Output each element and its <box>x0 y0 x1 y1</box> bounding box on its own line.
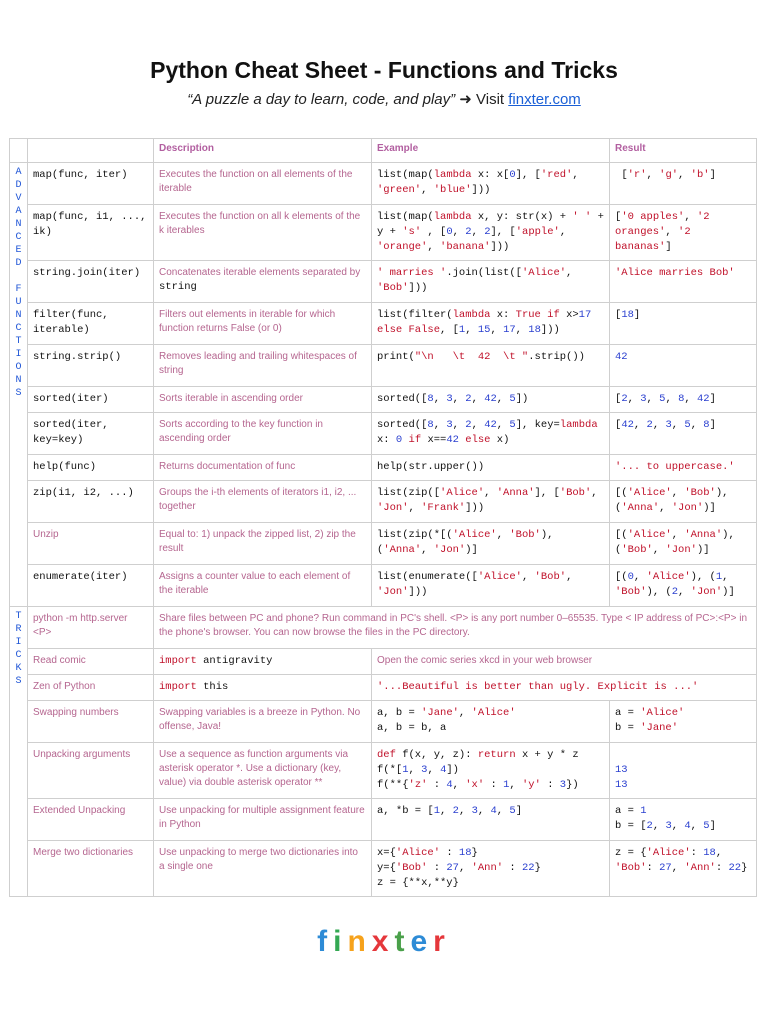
table-row <box>10 701 757 743</box>
description: Equal to: 1) unpack the zipped list, 2) zip the result <box>154 523 372 565</box>
table-header-row <box>10 139 757 163</box>
description: Use unpacking for multiple assignment feature in Python <box>154 799 372 841</box>
trick-name: Extended Unpacking <box>28 799 154 841</box>
table-row <box>10 163 757 205</box>
description: Open the comic series xkcd in your web browser <box>372 649 757 675</box>
description: Sorts according to the key function in ascending order <box>154 413 372 455</box>
table-row <box>10 523 757 565</box>
table-row <box>10 841 757 897</box>
example: import antigravity <box>154 649 372 675</box>
example: import this <box>154 675 372 701</box>
example: a, b = 'Jane', 'Alice' a, b = b, a <box>372 701 610 743</box>
table-row <box>10 303 757 345</box>
description: Executes the function on all k elements of the k iterables <box>154 205 372 261</box>
example: sorted([8, 3, 2, 42, 5]) <box>372 387 610 413</box>
example: sorted([8, 3, 2, 42, 5], key=lambda x: 0 if x==42 else x) <box>372 413 610 455</box>
header-description: Description <box>154 139 372 163</box>
result: [42, 2, 3, 5, 8] <box>610 413 757 455</box>
result: [2, 3, 5, 8, 42] <box>610 387 757 413</box>
function-name: help(func) <box>28 455 154 481</box>
trick-name: Zen of Python <box>28 675 154 701</box>
result: [('Alice', 'Bob'), ('Anna', 'Jon')] <box>610 481 757 523</box>
page-title: Python Cheat Sheet - Functions and Tricks <box>150 57 618 83</box>
section-label-tricks: T R I C K S <box>10 607 28 897</box>
function-name: map(func, iter) <box>28 163 154 205</box>
example: help(str.upper()) <box>372 455 610 481</box>
function-name: string.join(iter) <box>28 261 154 303</box>
table-row <box>10 345 757 387</box>
result: 'Alice marries Bob' <box>610 261 757 303</box>
function-name: sorted(iter, key=key) <box>28 413 154 455</box>
header-name <box>28 139 154 163</box>
result: 42 <box>610 345 757 387</box>
description: Executes the function on all elements of the iterable <box>154 163 372 205</box>
result: a = 1 b = [2, 3, 4, 5] <box>610 799 757 841</box>
function-name: map(func, i1, ..., ik) <box>28 205 154 261</box>
result: ['r', 'g', 'b'] <box>610 163 757 205</box>
table-row <box>10 799 757 841</box>
function-name: sorted(iter) <box>28 387 154 413</box>
table-row <box>10 205 757 261</box>
table-row <box>10 743 757 799</box>
description: Filters out elements in iterable for which function returns False (or 0) <box>154 303 372 345</box>
description: Share files between PC and phone? Run command in PC's shell. <P> is any port number 0–65535. Type < IP address of PC>:<P> in the phone's browser. You can now browse the files in the PC directory. <box>154 607 757 649</box>
example: list(map(lambda x: x[0], ['red', 'green', 'blue'])) <box>372 163 610 205</box>
description: Swapping variables is a breeze in Python. No offense, Java! <box>154 701 372 743</box>
table-row <box>10 607 757 649</box>
result: [18] <box>610 303 757 345</box>
description: Assigns a counter value to each element of the iterable <box>154 565 372 607</box>
description: Sorts iterable in ascending order <box>154 387 372 413</box>
description: Returns documentation of func <box>154 455 372 481</box>
table-row <box>10 481 757 523</box>
result: '...Beautiful is better than ugly. Explicit is ...' <box>372 675 757 701</box>
example: list(filter(lambda x: True if x>17 else False, [1, 15, 17, 18])) <box>372 303 610 345</box>
function-name: string.strip() <box>28 345 154 387</box>
trick-name: Read comic <box>28 649 154 675</box>
result: 13 13 <box>610 743 757 799</box>
description: Groups the i-th elements of iterators i1, i2, ... together <box>154 481 372 523</box>
result: [(0, 'Alice'), (1, 'Bob'), (2, 'Jon')] <box>610 565 757 607</box>
subtitle-visit: ➜ Visit <box>455 91 509 108</box>
example: a, *b = [1, 2, 3, 4, 5] <box>372 799 610 841</box>
trick-name: Unpacking arguments <box>28 743 154 799</box>
subtitle-quote: “A puzzle a day to learn, code, and play” <box>187 91 456 108</box>
table-row <box>10 565 757 607</box>
finxter-link[interactable]: finxter.com <box>508 91 581 108</box>
description: Concatenates iterable elements separated by string <box>154 261 372 303</box>
example: list(enumerate(['Alice', 'Bob', 'Jon'])) <box>372 565 610 607</box>
header-result: Result <box>610 139 757 163</box>
trick-name: Swapping numbers <box>28 701 154 743</box>
function-name: Unzip <box>28 523 154 565</box>
section-label-advanced-functions: A D V A N C E D F U N C T I O N S <box>10 163 28 607</box>
function-name: zip(i1, i2, ...) <box>28 481 154 523</box>
function-name: enumerate(iter) <box>28 565 154 607</box>
table-row <box>10 675 757 701</box>
table-row <box>10 261 757 303</box>
result: '... to uppercase.' <box>610 455 757 481</box>
example: list(zip(*[('Alice', 'Bob'), ('Anna', 'Jon')] <box>372 523 610 565</box>
description: Use unpacking to merge two dictionaries into a single one <box>154 841 372 897</box>
example: x={'Alice' : 18} y={'Bob' : 27, 'Ann' : 22} z = {**x,**y} <box>372 841 610 897</box>
example: ' marries '.join(list(['Alice', 'Bob'])) <box>372 261 610 303</box>
header-example: Example <box>372 139 610 163</box>
table-row <box>10 455 757 481</box>
cheat-sheet-table <box>9 138 757 897</box>
example: print("\n \t 42 \t ".strip()) <box>372 345 610 387</box>
description: Use a sequence as function arguments via asterisk operator *. Use a dictionary (key, value) via double asterisk operator ** <box>154 743 372 799</box>
page-subtitle <box>0 90 768 108</box>
result: z = {'Alice': 18, 'Bob': 27, 'Ann': 22} <box>610 841 757 897</box>
table-row <box>10 413 757 455</box>
table-row <box>10 387 757 413</box>
trick-name: Merge two dictionaries <box>28 841 154 897</box>
description: Removes leading and trailing whitespaces of string <box>154 345 372 387</box>
example: list(map(lambda x, y: str(x) + ' ' + y + 's' , [0, 2, 2], ['apple', 'orange', 'banana'])) <box>372 205 610 261</box>
result: a = 'Alice' b = 'Jane' <box>610 701 757 743</box>
function-name: filter(func, iterable) <box>28 303 154 345</box>
result: [('Alice', 'Anna'), ('Bob', 'Jon')] <box>610 523 757 565</box>
example: list(zip(['Alice', 'Anna'], ['Bob', 'Jon', 'Frank'])) <box>372 481 610 523</box>
header-section <box>10 139 28 163</box>
finxter-logo: finxter <box>317 925 451 958</box>
example: def f(x, y, z): return x + y * z f(*[1, 3, 4]) f(**{'z' : 4, 'x' : 1, 'y' : 3}) <box>372 743 610 799</box>
trick-name: python -m http.server <P> <box>28 607 154 649</box>
result: ['0 apples', '2 oranges', '2 bananas'] <box>610 205 757 261</box>
table-row <box>10 649 757 675</box>
